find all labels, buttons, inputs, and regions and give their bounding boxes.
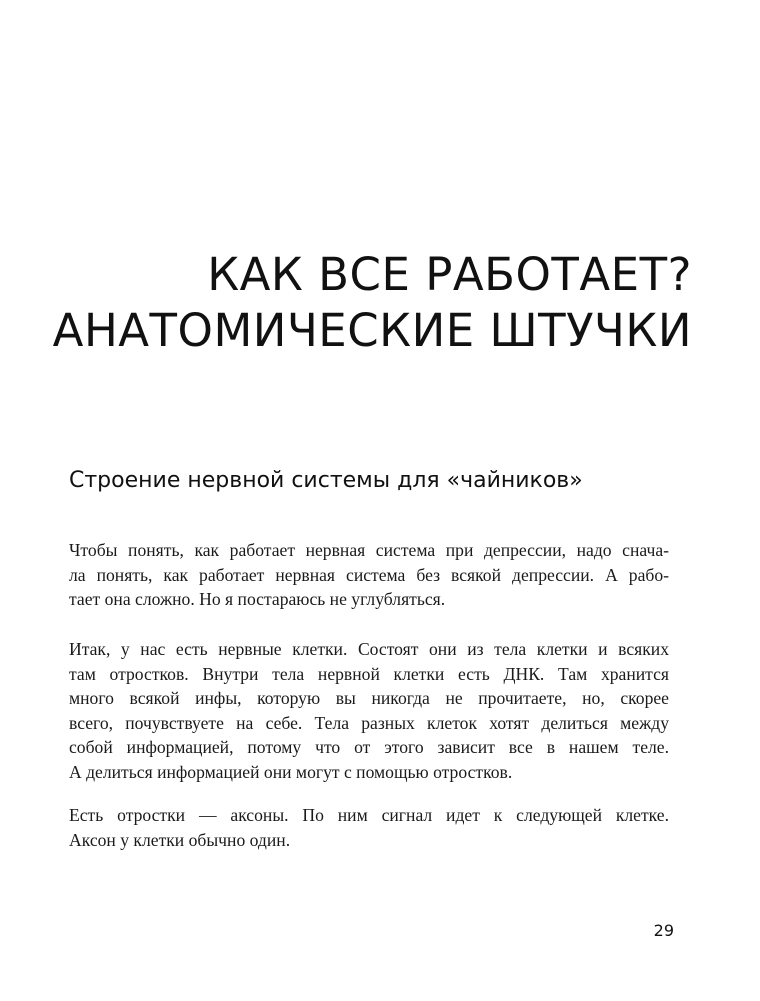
paragraph-1 (69, 538, 669, 612)
paragraph-line: Аксон у клетки обычно один. (69, 829, 291, 850)
chapter-title-line-2: АНАТОМИЧЕСКИЕ ШТУЧКИ (52, 304, 692, 357)
paragraph-line: Чтобы понять, как работает нервная система при депрессии, надо снача- (69, 540, 669, 560)
paragraph-line: Итак, у нас есть нервные клетки. Состоят они из тела клетки и всяких (69, 639, 669, 659)
paragraph-line: всего, почувствуете на себе. Тела разных клеток хотят делиться между (69, 712, 669, 733)
chapter-title-line-1: КАК ВСЕ РАБОТАЕТ? (207, 248, 692, 301)
paragraph-line: тает она сложно. Но я постараюсь не углубляться. (69, 589, 446, 609)
chapter-title (53, 247, 692, 359)
paragraph-line: там отростков. Внутри тела нервной клетки есть ДНК. Там хранится (69, 663, 669, 684)
paragraph-line: собой информацией, потому что от этого зависит все в нашем теле. (69, 737, 669, 757)
paragraph-line: Есть отростки — аксоны. По ним сигнал идет к следующей клетке. (69, 805, 669, 825)
section-title: Строение нервной системы для «чайников» (69, 468, 583, 493)
page-number: 29 (653, 921, 674, 940)
paragraph-2 (69, 637, 669, 784)
paragraph-line: А делиться информацией они могут с помощью отростков. (69, 761, 513, 782)
paragraph-3 (69, 803, 669, 852)
paragraph-line: ла понять, как работает нервная система без всякой депрессии. А рабо- (69, 564, 669, 585)
paragraph-line: много всякой инфы, которую вы никогда не прочитаете, но, скорее (69, 688, 669, 708)
